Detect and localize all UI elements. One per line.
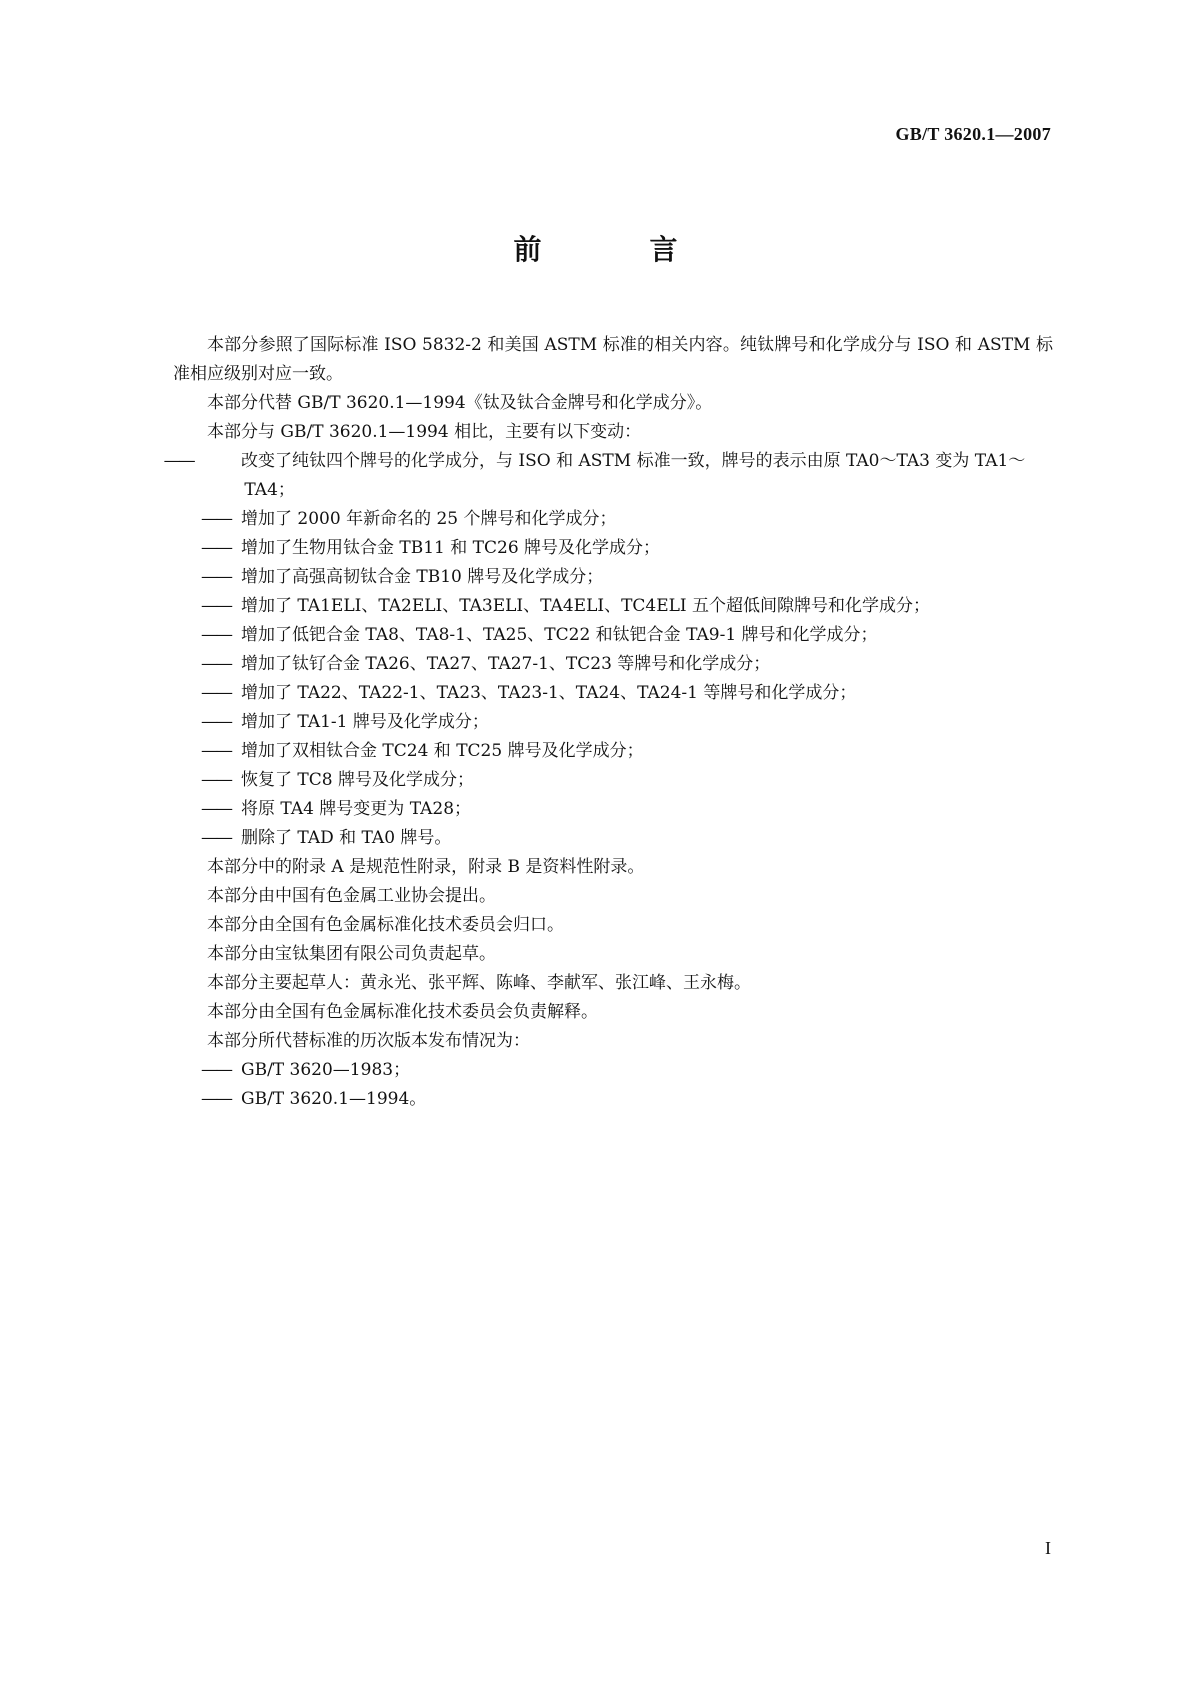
change-item bbox=[173, 708, 1053, 737]
change-item bbox=[163, 447, 1053, 505]
dash-marker: —— bbox=[201, 1089, 231, 1109]
intro-paragraph: 本部分参照了国际标准 ISO 5832-2 和美国 ASTM 标准的相关内容。纯钛牌号和化学成分与 ISO 和 ASTM 标准相应级别对应一致。 bbox=[173, 335, 1053, 384]
change-item-text: 改变了纯钛四个牌号的化学成分，与 ISO 和 ASTM 标准一致，牌号的表示由原 TA0～TA3 变为 TA1～TA4； bbox=[241, 451, 1026, 500]
change-item-text: 增加了低钯合金 TA8、TA8-1、TA25、TC22 和钛钯合金 TA9-1 牌号和化学成分； bbox=[241, 625, 878, 645]
change-item bbox=[173, 679, 1053, 708]
dash-marker: —— bbox=[201, 799, 231, 819]
dash-marker: —— bbox=[201, 509, 231, 529]
change-item-text: 将原 TA4 牌号变更为 TA28； bbox=[241, 799, 472, 819]
dash-marker: —— bbox=[201, 567, 231, 587]
note-paragraph: 本部分由全国有色金属标准化技术委员会归口。 bbox=[207, 915, 564, 935]
change-item bbox=[173, 737, 1053, 766]
note-paragraph: 本部分由中国有色金属工业协会提出。 bbox=[207, 886, 496, 906]
dash-marker: —— bbox=[163, 451, 194, 471]
change-item-text: 增加了高强高韧钛合金 TB10 牌号及化学成分； bbox=[241, 567, 604, 587]
change-item-text: 增加了 TA1ELI、TA2ELI、TA3ELI、TA4ELI、TC4ELI 五个超低间隙牌号和化学成分； bbox=[241, 596, 931, 616]
note-paragraph: 本部分所代替标准的历次版本发布情况为： bbox=[207, 1031, 530, 1051]
page-number: I bbox=[1045, 1538, 1051, 1558]
change-item-text: 增加了 TA1-1 牌号及化学成分； bbox=[241, 712, 489, 732]
dash-marker: —— bbox=[201, 683, 231, 703]
change-item bbox=[173, 534, 1053, 563]
change-item bbox=[173, 766, 1053, 795]
change-item bbox=[173, 621, 1053, 650]
change-item-text: 增加了 2000 年新命名的 25 个牌号和化学成分； bbox=[241, 509, 617, 529]
dash-marker: —— bbox=[201, 1060, 231, 1080]
intro-paragraph: 本部分与 GB/T 3620.1—1994 相比，主要有以下变动： bbox=[207, 422, 642, 442]
dash-marker: —— bbox=[201, 770, 231, 790]
history-item bbox=[173, 1056, 1053, 1085]
note-paragraph: 本部分由全国有色金属标准化技术委员会负责解释。 bbox=[207, 1002, 598, 1022]
change-item-text: 恢复了 TC8 牌号及化学成分； bbox=[241, 770, 474, 790]
change-item bbox=[173, 505, 1053, 534]
standard-code: GB/T 3620.1—2007 bbox=[895, 124, 1051, 144]
change-item bbox=[173, 592, 1053, 621]
change-item bbox=[173, 795, 1053, 824]
dash-marker: —— bbox=[201, 596, 231, 616]
dash-marker: —— bbox=[201, 654, 231, 674]
change-item-text: 增加了 TA22、TA22-1、TA23、TA23-1、TA24、TA24-1 等牌号和化学成分； bbox=[241, 683, 857, 703]
note-paragraph: 本部分主要起草人：黄永光、张平辉、陈峰、李献军、张江峰、王永梅。 bbox=[207, 973, 751, 993]
dash-marker: —— bbox=[201, 538, 231, 558]
change-item bbox=[173, 824, 1053, 853]
history-item-text: GB/T 3620.1—1994。 bbox=[241, 1089, 427, 1109]
note-paragraph: 本部分由宝钛集团有限公司负责起草。 bbox=[207, 944, 496, 964]
change-item-text: 增加了双相钛合金 TC24 和 TC25 牌号及化学成分； bbox=[241, 741, 644, 761]
intro-paragraph: 本部分代替 GB/T 3620.1—1994《钛及钛合金牌号和化学成分》。 bbox=[207, 393, 713, 413]
change-item bbox=[173, 650, 1053, 679]
dash-marker: —— bbox=[201, 741, 231, 761]
change-item bbox=[173, 563, 1053, 592]
foreword-body bbox=[163, 331, 1053, 1114]
history-item bbox=[173, 1085, 1053, 1114]
change-item-text: 增加了生物用钛合金 TB11 和 TC26 牌号及化学成分； bbox=[241, 538, 661, 558]
dash-marker: —— bbox=[201, 828, 231, 848]
change-item-text: 删除了 TAD 和 TA0 牌号。 bbox=[241, 828, 452, 848]
dash-marker: —— bbox=[201, 625, 231, 645]
dash-marker: —— bbox=[201, 712, 231, 732]
change-item-text: 增加了钛钌合金 TA26、TA27、TA27-1、TC23 等牌号和化学成分； bbox=[241, 654, 771, 674]
history-item-text: GB/T 3620—1983； bbox=[241, 1060, 411, 1080]
page-title: 前 言 bbox=[513, 233, 718, 266]
note-paragraph: 本部分中的附录 A 是规范性附录，附录 B 是资料性附录。 bbox=[207, 857, 645, 877]
